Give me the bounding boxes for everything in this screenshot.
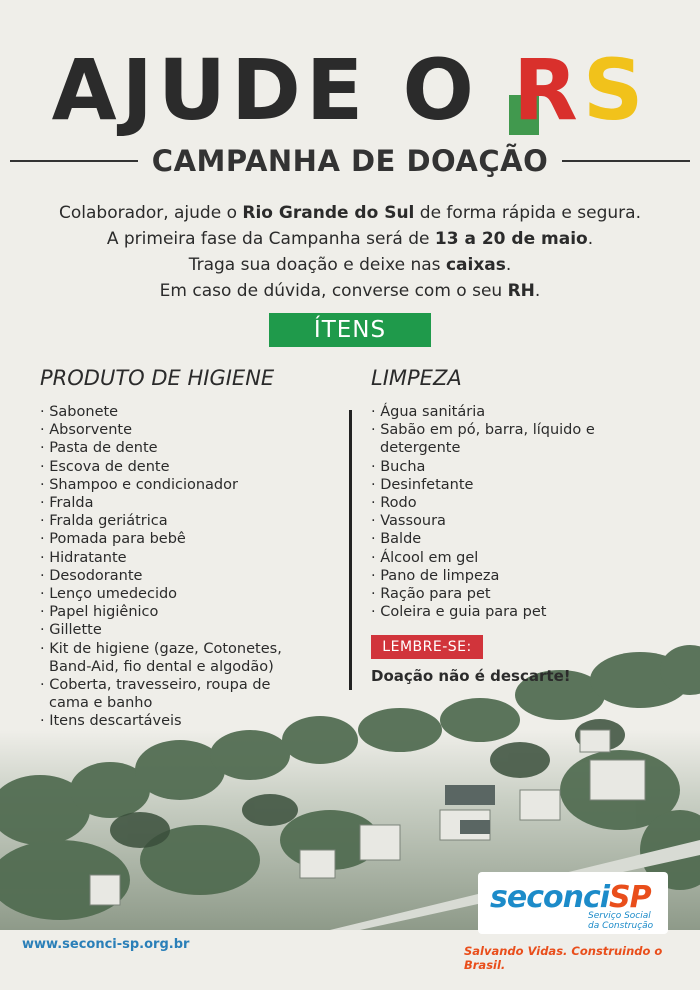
subtitle-rule-left: [10, 160, 138, 162]
list-item: · Coleira e guia para pet: [371, 603, 661, 621]
column-divider: [349, 410, 352, 690]
slogan: Salvando Vidas. Construindo o Brasil.: [464, 944, 663, 972]
list-item: · Lenço umedecido: [40, 585, 310, 603]
hygiene-list: [40, 403, 310, 731]
list-item: · Pano de limpeza: [371, 567, 661, 585]
reminder-badge: LEMBRE-SE:: [371, 635, 483, 659]
list-item: · Vassoura: [371, 512, 661, 530]
intro-line-4: Em caso de dúvida, converse com o seu RH.: [159, 281, 541, 301]
rs-flag-letters: [513, 41, 649, 139]
hygiene-title: PRODUTO DE HIGIENE: [40, 366, 275, 390]
subtitle-rule-right: [562, 160, 690, 162]
list-item: · Escova de dente: [40, 458, 310, 476]
list-item: · Hidratante: [40, 549, 310, 567]
headline: [0, 41, 700, 139]
list-item: · Balde: [371, 530, 661, 548]
list-item: · Shampoo e condicionador: [40, 476, 310, 494]
intro-line-1: Colaborador, ajude o Rio Grande do Sul de forma rápida e segura.: [59, 203, 641, 223]
list-item: · Água sanitária: [371, 403, 661, 421]
list-item: · Desodorante: [40, 567, 310, 585]
reminder-text: Doação não é descarte!: [371, 667, 571, 685]
list-item: · Coberta, travesseiro, roupa de cama e banho: [40, 676, 310, 712]
list-item: · Sabão em pó, barra, líquido e detergente: [371, 421, 661, 457]
list-item: · Itens descartáveis: [40, 712, 310, 730]
subtitle: CAMPANHA DE DOAÇÃO: [151, 144, 549, 178]
list-item: · Sabonete: [40, 403, 310, 421]
list-item: · Fralda: [40, 494, 310, 512]
cleaning-list: [371, 403, 661, 621]
list-item: · Kit de higiene (gaze, Cotonetes, Band-Aid, fio dental e algodão): [40, 640, 310, 676]
list-item: · Desinfetante: [371, 476, 661, 494]
list-item: · Fralda geriátrica: [40, 512, 310, 530]
list-item: · Pomada para bebê: [40, 530, 310, 548]
intro-line-2: A primeira fase da Campanha será de 13 a 20 de maio.: [106, 229, 594, 249]
list-item: · Bucha: [371, 458, 661, 476]
intro-text: [20, 200, 680, 304]
seconci-logo: seconciSP: [490, 880, 651, 915]
list-item: · Rodo: [371, 494, 661, 512]
list-item: · Papel higiênico: [40, 603, 310, 621]
list-item: · Gillette: [40, 621, 310, 639]
website-link[interactable]: www.seconci-sp.org.br: [22, 937, 190, 952]
list-item: · Ração para pet: [371, 585, 661, 603]
list-item: · Pasta de dente: [40, 439, 310, 457]
cleaning-title: LIMPEZA: [371, 366, 462, 390]
list-item: · Absorvente: [40, 421, 310, 439]
intro-line-3: Traga sua doação e deixe nas caixas.: [188, 255, 512, 275]
headline-prefix: AJUDE O: [51, 41, 514, 139]
subtitle-row: [10, 140, 690, 182]
rs-letter-s: S: [582, 41, 649, 139]
items-badge: ÍTENS: [269, 313, 431, 347]
list-item: · Álcool em gel: [371, 549, 661, 567]
rs-letter-r: R: [513, 41, 583, 139]
seconci-logo-subtitle: Serviço Social da Construção: [588, 911, 654, 931]
